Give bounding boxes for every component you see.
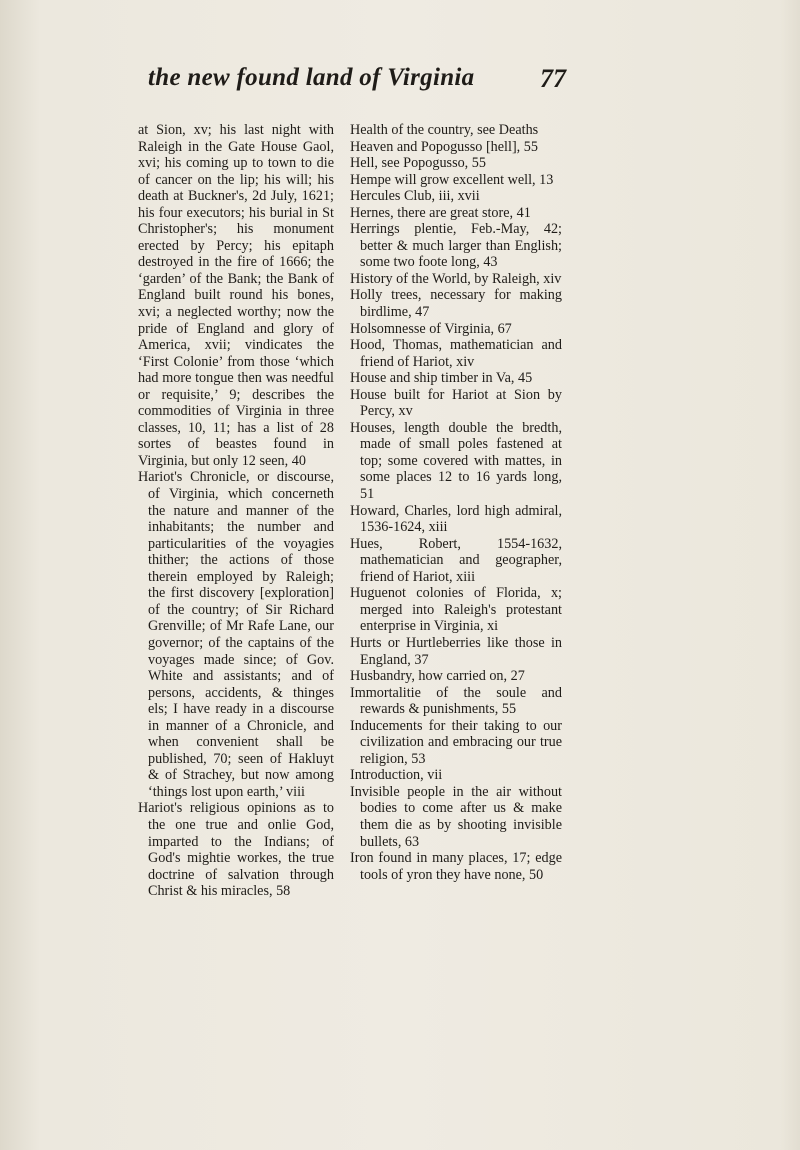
right-column <box>350 122 562 883</box>
index-entry: Hariot's religious opinions as to the one true and onlie God, imparted to the Indians; of God's mightie workes, the true doctrine of salvation through Christ & his miracles, 58 <box>138 800 334 900</box>
index-entry: Herrings plentie, Feb.-May, 42; better & much larger than English; some two foote long, 43 <box>350 221 562 271</box>
index-entry: Hood, Thomas, mathematician and friend of Hariot, xiv <box>350 337 562 370</box>
index-entry: Hercules Club, iii, xvii <box>350 188 480 205</box>
left-column <box>138 122 334 900</box>
index-entry: Hempe will grow excellent well, 13 <box>350 171 554 188</box>
index-entry: Introduction, vii <box>350 767 443 784</box>
index-entry: Invisible people in the air without bodies to come after us & make them die as by shooting invisible bullets, 63 <box>350 783 562 850</box>
index-entry: at Sion, xv; his last night with Raleigh in the Gate House Gaol, xvi; his coming up to town to die of cancer on the lip; his will; his death at Buckner's, 2d July, 1621; his four executors; his burial in St Christopher's; his monument erected by Percy; his epitaph destroyed in the fire of 1666; the ‘garden’ of the Bank; the Bank of England built round his bones, xvi; a neglected worthy; now the pride of England and glory of America, xvii; vindicates the ‘First Colonie’ from those ‘which had more tongue then was needful or requisite,’ 9; describes the commodities of Virginia in three classes, 10, 11; has a list of 28 sortes of beastes found in Virginia, but only 12 seen, 40 <box>138 122 334 469</box>
index-entry: Iron found in many places, 17; edge tools of yron they have none, 50 <box>350 850 562 883</box>
index-entry: Heaven and Popogusso [hell], 55 <box>350 138 538 155</box>
index-entry: Hernes, there are great store, 41 <box>350 204 531 221</box>
index-entry: Inducements for their taking to our civilization and embracing our true religion, 53 <box>350 717 562 767</box>
index-entry: Huguenot colonies of Florida, x; merged into Raleigh's protestant enterprise in Virginia, xi <box>350 585 562 635</box>
index-entry: Hariot's Chronicle, or discourse, of Virginia, which concerneth the nature and manner of the inhabitants; the number and particularities of the voyagies thither; the actions of those therein employed by Raleigh; the first discovery [exploration] of the country; of Sir Richard Grenville; of Mr Rafe Lane, our governor; of the captains of the voyages made since; of Gov. White and assistants; and of persons, accidents, & thinges els; I have ready in a discourse in manner of a Chronicle, and when convenient shall be published, 70; seen of Hakluyt & of Strachey, but now among ‘things lost upon earth,’ viii <box>138 469 334 800</box>
index-entry: House and ship timber in Va, 45 <box>350 370 533 387</box>
index-entry: Husbandry, how carried on, 27 <box>350 668 525 685</box>
index-entry: Houses, length double the bredth, made of small poles fastened at top; some covered with mattes, in some places 12 to 16 yards long, 51 <box>350 419 562 503</box>
index-entry: Health of the country, see Deaths <box>350 122 539 138</box>
index-entry: Holly trees, necessary for making birdlime, 47 <box>350 287 562 321</box>
index-entry: Immortalitie of the soule and rewards & punishments, 55 <box>350 684 562 718</box>
index-entry: Howard, Charles, lord high admiral, 1536-1624, xiii <box>350 502 562 536</box>
index-entry: Hell, see Popogusso, 55 <box>350 155 486 172</box>
index-entry: Hues, Robert, 1554-1632, mathematician and geographer, friend of Hariot, xiii <box>350 535 562 585</box>
index-entry: History of the World, by Raleigh, xiv <box>350 270 562 287</box>
running-title: the new found land of Virginia <box>148 64 475 91</box>
index-entry: Hurts or Hurtleberries like those in England, 37 <box>350 634 562 668</box>
index-entry: Holsomnesse of Virginia, 67 <box>350 320 512 337</box>
page-number: 77 <box>540 64 566 93</box>
index-entry: House built for Hariot at Sion by Percy, xv <box>350 386 562 420</box>
